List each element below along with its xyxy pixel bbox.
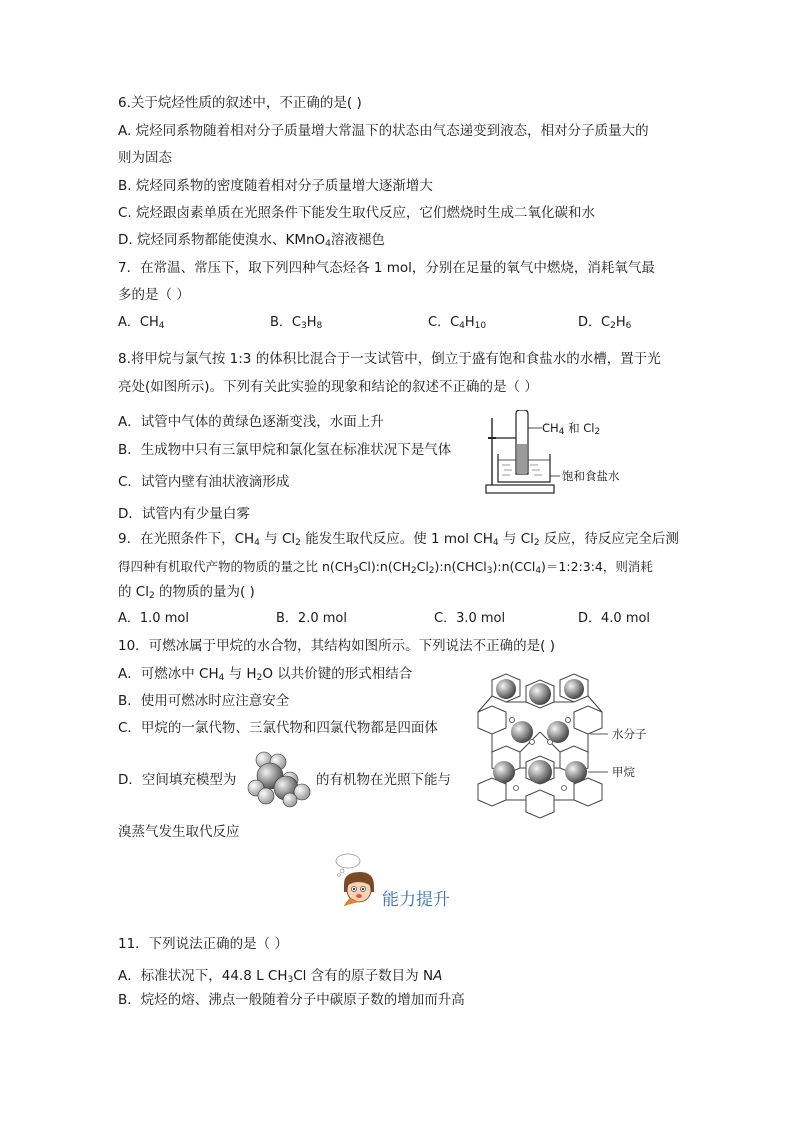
q10-option-b: B．使用可燃冰时应注意安全 bbox=[118, 693, 290, 709]
q6-stem: 6.关于烷烃性质的叙述中，不正确的是( ) bbox=[118, 95, 362, 111]
q6-option-a-cont: 则为固态 bbox=[118, 150, 172, 166]
figure-label-water-molecule: 水分子 bbox=[612, 727, 647, 741]
q10-option-a: A．可燃冰中 $CH_4$ 与 $H_2O$ 以共价键的形式相结合 bbox=[118, 666, 413, 683]
q10-option-d-cont2: 溴蒸气发生取代反应 bbox=[118, 824, 240, 840]
q8-stem-cont: 亮处(如图所示)。下列有关此实验的现象和结论的叙述不正确的是（ ） bbox=[118, 379, 538, 395]
q8-option-b: B．生成物中只有三氯甲烷和氯化氢在标准状况下是气体 bbox=[118, 442, 452, 458]
q7-option-c: C．$C_4H_{10}$ bbox=[428, 315, 487, 331]
q9-option-a: A．1.0 mol bbox=[118, 611, 189, 626]
q11-stem: 11．下列说法正确的是（ ） bbox=[118, 936, 288, 952]
q8-option-c: C．试管内壁有油状液滴形成 bbox=[118, 474, 290, 490]
q6-option-a: A. 烷烃同系物随着相对分子质量增大常温下的状态由气态递变到液态，相对分子质量大的 bbox=[118, 123, 649, 139]
cartoon-child-thinking-icon bbox=[330, 852, 380, 910]
q8-stem: 8.将甲烷与氯气按 1:3 的体积比混合于一支试管中，倒立于盛有饱和食盐水的水槽，置于光 bbox=[118, 351, 661, 367]
q9-stem: 9．在光照条件下，$CH_4$ 与 $Cl_2$ 能发生取代反应。使 1 mol $CH_4$ 与 $Cl_2$ 反应，待反应完全后测 bbox=[118, 531, 679, 548]
q9-option-b: B．2.0 mol bbox=[276, 611, 347, 626]
q7-option-d: D．$C_2H_6$ bbox=[578, 315, 632, 331]
q9-stem-cont: 得四种有机取代产物的物质的量之比 $n(CH_3Cl):n(CH_2Cl_2):n(CHCl_3):n(CCl_4)=1:2:3:4$，则消耗 bbox=[118, 559, 653, 576]
figure-label-gas-mixture: $CH_4$ 和 $Cl_2$ bbox=[542, 421, 601, 437]
q10-option-c: C．甲烷的一氯代物、三氯代物和四氯代物都是四面体 bbox=[118, 720, 438, 736]
q7-option-b: B．$C_3H_8$ bbox=[270, 315, 323, 331]
q7-stem-cont: 多的是（ ） bbox=[118, 287, 190, 303]
q11-option-b: B．烷烃的熔、沸点一般随着分子中碳原子数的增加而升高 bbox=[118, 992, 465, 1008]
figure-label-saline: 饱和食盐水 bbox=[562, 469, 620, 483]
q6-option-d: D. 烷烃同系物都能使溴水、KMnO$_4$溶液褪色 bbox=[118, 232, 385, 249]
q10-option-d: D．空间填充模型为 bbox=[118, 772, 237, 788]
q8-option-d: D．试管内有少量白雾 bbox=[118, 506, 250, 522]
combustible-ice-structure-figure bbox=[472, 672, 608, 820]
q7-stem: 7．在常温、常压下，取下列四种气态烃各 1 mol，分别在足量的氧气中燃烧，消耗氧气最 bbox=[118, 260, 655, 276]
space-filling-model-figure bbox=[246, 750, 312, 808]
q8-option-a: A．试管中气体的黄绿色逐渐变浅，水面上升 bbox=[118, 414, 384, 430]
figure-label-methane: 甲烷 bbox=[612, 765, 635, 779]
q11-option-a: A．标准状况下，44.8 L $CH_3Cl$ 含有的原子数目为 NA bbox=[118, 968, 443, 985]
q6-option-c: C. 烷烃跟卤素单质在光照条件下能发生取代反应，它们燃烧时生成二氧化碳和水 bbox=[118, 205, 596, 221]
section-title: 能力提升 bbox=[382, 890, 450, 910]
q10-stem: 10．可燃冰属于甲烷的水合物，其结构如图所示。下列说法不正确的是( ) bbox=[118, 638, 556, 654]
q10-option-d-cont: 的有机物在光照下能与 bbox=[316, 772, 451, 788]
q9-option-d: D．4.0 mol bbox=[578, 611, 651, 626]
q9-stem-cont2: 的 $Cl_2$ 的物质的量为( ) bbox=[118, 584, 255, 601]
q7-option-a: A．$CH_4$ bbox=[118, 315, 165, 331]
q9-option-c: C．3.0 mol bbox=[434, 611, 506, 626]
q6-option-b: B. 烷烃同系物的密度随着相对分子质量增大逐渐增大 bbox=[118, 178, 433, 194]
